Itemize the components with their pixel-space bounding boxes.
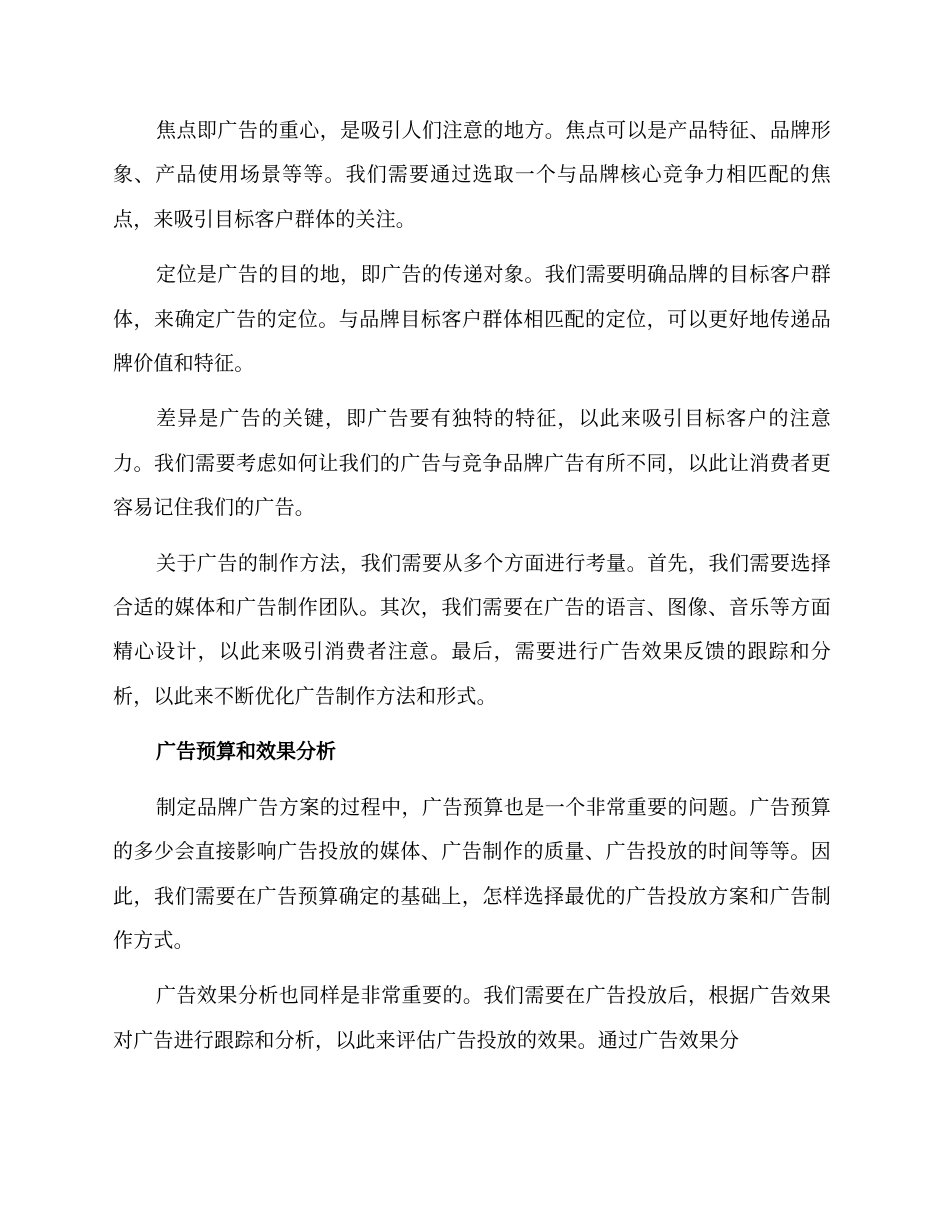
paragraph-positioning: 定位是广告的目的地，即广告的传递对象。我们需要明确品牌的目标客户群体，来确定广告的定位。与品牌目标客户群体相匹配的定位，可以更好地传递品牌价值和特征。 [113,262,831,376]
document-body [113,108,831,1073]
paragraph-production-method: 关于广告的制作方法，我们需要从多个方面进行考量。首先，我们需要选择合适的媒体和广告制作团队。其次，我们需要在广告的语言、图像、音乐等方面精心设计，以此来吸引消费者注意。最后，需要进行广告效果反馈的跟踪和分析，以此来不断优化广告制作方法和形式。 [113,550,831,708]
paragraph-focus: 焦点即广告的重心，是吸引人们注意的地方。焦点可以是产品特征、品牌形象、产品使用场景等等。我们需要通过选取一个与品牌核心竞争力相匹配的焦点，来吸引目标客户群体的关注。 [113,118,831,231]
paragraph-difference: 差异是广告的关键，即广告要有独特的特征，以此来吸引目标客户的注意力。我们需要考虑如何让我们的广告与竞争品牌广告有所不同，以此让消费者更容易记住我们的广告。 [113,406,831,520]
section-heading: 广告预算和效果分析 [156,739,336,764]
paragraph-budget: 制定品牌广告方案的过程中，广告预算也是一个非常重要的问题。广告预算的多少会直接影响广告投放的媒体、广告制作的质量、广告投放的时间等等。因此，我们需要在广告预算确定的基础上，怎样选择最优的广告投放方案和广告制作方式。 [113,794,831,952]
paragraph-effect-analysis: 广告效果分析也同样是非常重要的。我们需要在广告投放后，根据广告效果对广告进行跟踪和分析，以此来评估广告投放的效果。通过广告效果分 [113,983,831,1052]
